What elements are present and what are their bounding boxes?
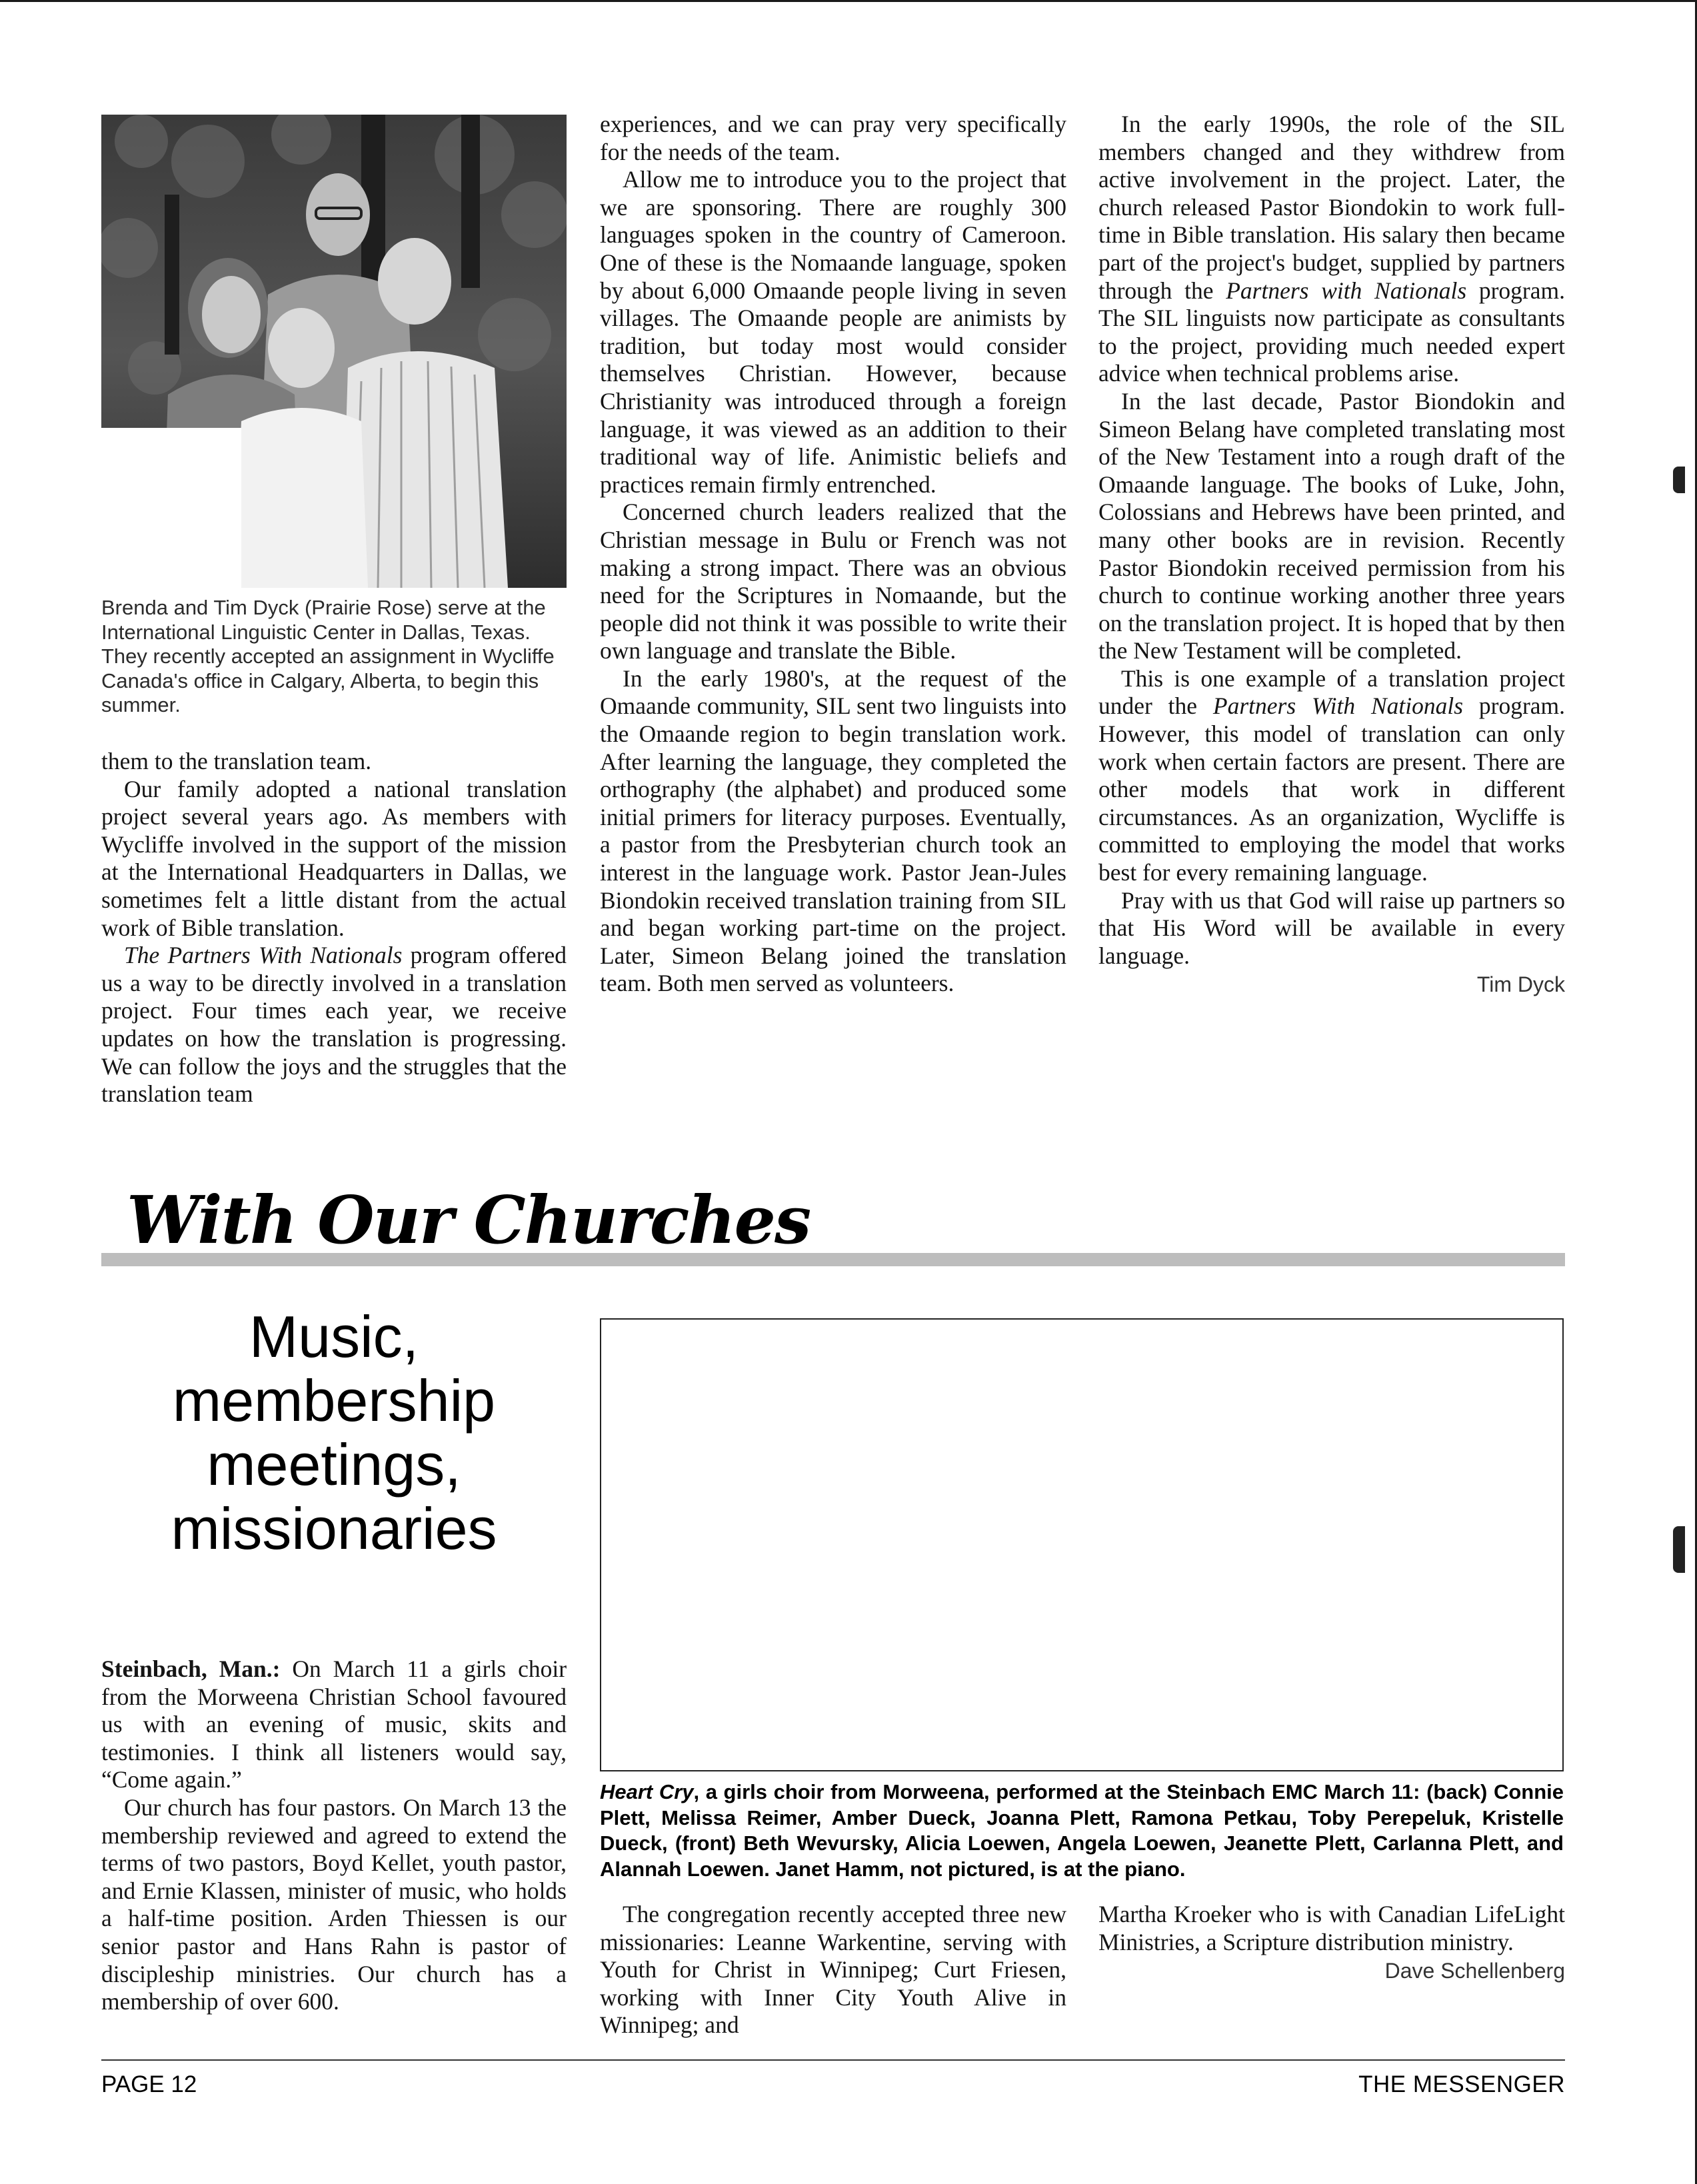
article-paragraph: experiences, and we can pray very specifically for the needs of the team. (600, 111, 1066, 165)
article-column-1 (101, 748, 567, 1108)
article-byline: Tim Dyck (1476, 972, 1565, 997)
program-name: Partners With Nationals (1212, 692, 1464, 720)
binding-mark (1673, 1526, 1685, 1573)
page-edge-top (0, 0, 1697, 2)
churches-paragraph: Martha Kroeker who is with Canadian LifeLight Ministries, a Scripture distribution ministry. (1098, 1901, 1565, 1955)
article-paragraph: Concerned church leaders realized that the Christian message in Bulu or French was not making a strong impact. There was an obvious need for the Scriptures in Nomaande, but the people did not think it was possible to write their own language and translate the Bible. (600, 499, 1066, 664)
churches-column-3 (1098, 1901, 1565, 1985)
family-photo-caption: Brenda and Tim Dyck (Prairie Rose) serve at the International Linguistic Center in Dallas, Texas. They recently accepted an assignment in Wycliffe Canada's office in Calgary, Alberta, to begin this summer. (101, 596, 555, 716)
article-paragraph: Allow me to introduce you to the project that we are sponsoring. There are roughly 300 languages spoken in the country of Cameroon. One of these is the Nomaande language, spoken by about 6,000 Omaande people living in seven villages. The Omaande people are animists by tradition, but today most would consider themselves Christian. However, because Christianity was introduced through a foreign language, it was viewed as an addition to their traditional way of life. Animistic beliefs and practices remain firmly entrenched. (600, 166, 1066, 498)
publication-name: THE MESSENGER (1358, 2071, 1565, 2097)
churches-column-1 (101, 1655, 567, 2016)
choir-photo-frame (600, 1318, 1564, 1771)
churches-paragraph: Steinbach, Man.: On March 11 a girls choir from the Morweena Christian School favoured us with an evening of music, skits and testimonies. I think all listeners would say, “Come again.” (101, 1655, 567, 1793)
family-photo (101, 115, 567, 588)
article-paragraph: Pray with us that God will raise up partners so that His Word will be available in every language. (1098, 886, 1565, 969)
binding-mark (1673, 467, 1685, 493)
footer-rule (101, 2059, 1565, 2061)
section-header (101, 1181, 1565, 1268)
churches-paragraph: The congregation recently accepted three new missionaries: Leanne Warkentine, serving with Youth for Christ in Winnipeg; Curt Friesen, working with Inner City Youth Alive in Winnipeg; and (600, 1901, 1066, 2039)
churches-headline: Music, membership meetings, missionaries (171, 1304, 497, 1562)
choir-photo-caption: Heart Cry, a girls choir from Morweena, performed at the Steinbach EMC March 11: (back) Connie Plett, Melissa Reimer, Amber Dueck, Joanna Plett, Ramona Petkau, Toby Perepeluk, Kristelle Dueck, (front) Beth Wevursky, Alicia Loewen, Angela Loewen, Jeanette Plett, Carlanna Plett, and Alannah Loewen. Janet Hamm, not pictured, is at the piano. (600, 1780, 1564, 1881)
article-paragraph: them to the translation team. (101, 748, 372, 774)
article-paragraph: This is one example of a translation project under the Partners With Nationals program. However, this model of translation can only work when certain factors are present. There are other models that work in different circumstances. As an organization, Wycliffe is committed to employing the model that works best for every remaining language. (1098, 664, 1566, 886)
section-title: With Our Churches (127, 1182, 811, 1259)
program-name: The Partners With Nationals (124, 942, 403, 969)
choir-name: Heart Cry (600, 1780, 694, 1803)
article-column-2 (600, 111, 1066, 998)
article-paragraph: In the last decade, Pastor Biondokin and Simeon Belang have completed translating most of the New Testament into a rough draft of the Omaande language. The books of Luke, John, Colossians and Hebrews have been printed, and many other books are in revision. Recently Pastor Biondokin received permission from his church to continue working another three years on the translation project. It is hoped that by then the New Testament will be completed. (1098, 387, 1565, 664)
dateline: Steinbach, Man.: (101, 1655, 281, 1682)
churches-byline: Dave Schellenberg (1384, 1959, 1565, 1983)
churches-column-2 (600, 1901, 1066, 2039)
article-paragraph: In the early 1990s, the role of the SIL members changed and they withdrew from active involvement in the project. Later, the church released Pastor Biondokin to work full-time in Bible translation. His salary then became part of the project's budget, supplied by partners through the Partners with Nationals program. The SIL linguists now participate as consultants to the project, providing much needed expert advice when technical problems arise. (1098, 111, 1565, 387)
article-paragraph: The Partners With Nationals program offered us a way to be directly involved in a translation project. Four times each year, we receive updates on how the translation is progressing. We can follow the joys and the struggles that the translation team (101, 942, 567, 1108)
page-number: PAGE 12 (101, 2071, 197, 2097)
article-paragraph: In the early 1980's, at the request of the Omaande community, SIL sent two linguists into the Omaande region to begin translation work. After learning the language, they completed the orthography (the alphabet) and produced some initial primers for literacy purposes. Eventually, a pastor from the Presbyterian church took an interest in the language work. Pastor Jean-Jules Biondokin received translation training from SIL and began working part-time on the project. Later, Simeon Belang joined the translation team. Both men served as volunteers. (600, 664, 1066, 997)
program-name: Partners with Nationals (1226, 277, 1467, 304)
family-photo-illustration (101, 115, 567, 588)
article-paragraph: Our family adopted a national translation project several years ago. As members with Wycliffe involved in the support of the mission at the International Headquarters in Dallas, we sometimes felt a little distant from the actual work of Bible translation. (101, 775, 567, 941)
article-column-3 (1098, 111, 1565, 999)
churches-paragraph: Our church has four pastors. On March 13 the membership reviewed and agreed to extend the terms of two pastors, Boyd Kellet, youth pastor, and Ernie Klassen, minister of music, who holds a half-time position. Arden Thiessen is our senior pastor and Hans Rahn is pastor of discipleship ministries. Our church has a membership of over 600. (101, 1793, 567, 2015)
